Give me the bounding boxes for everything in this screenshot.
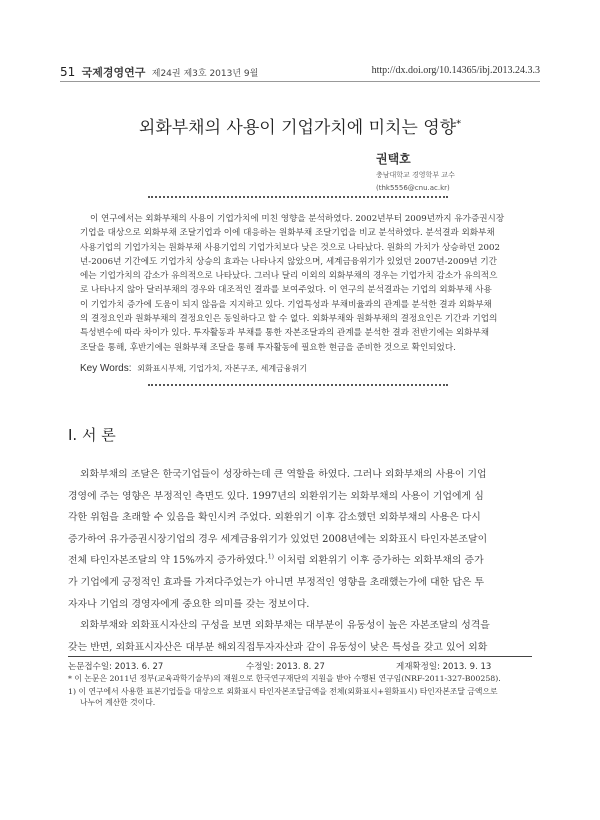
author-email[interactable]: (thk5556@cnu.ac.kr) [376,184,450,192]
dotted-divider-top [148,196,448,198]
body-line: 각한 위험을 초래할 수 있음을 확인시켜 주었다. 외환위기 이후 감소했던 외화부채의 사용은 다시 [68,512,481,524]
journal-name: 국제경영연구 [81,66,146,79]
abstract-line: 이 연구에서는 외화부채의 사용이 기업가치에 미친 영향을 분석하였다. 2002년부터 2009년까지 유가증권시장 [90,214,505,224]
section-heading [68,424,116,445]
body-line: 외화부채의 조달은 한국기업들이 성장하는데 큰 역할을 하였다. 그러나 외화부채의 사용이 기업 [80,469,487,480]
body-line: 가 기업에게 긍정적인 효과를 가져다주었는가 아니면 부정적인 영향을 초래했는가에 대한 답은 투 [68,576,485,588]
body-line: 갖는 반면, 외화표시자산은 대부분 해외직접투자자산과 같이 유동성이 낮은 특성을 갖고 있어 외화 [68,641,488,653]
author-name: 권택호 [376,152,411,166]
keywords-value: 외화표시부채, 기업가치, 자본구조, 세계금융위기 [137,364,308,373]
keywords-label: Key Words: [80,363,132,374]
section-number: Ⅰ. [68,426,78,444]
running-header [60,64,540,80]
received-date: 논문접수일: 2013. 6. 27 [68,662,164,672]
header-rule [60,81,540,82]
footnote-1-line: 1) 이 연구에서 사용한 표본기업들을 대상으로 외화표시 타인자본조달금액을 전체(외화표시+원화표시) 타인자본조달 금액으로 [68,687,498,696]
footnote-funding: * 이 논문은 2011년 정부(교육과학기술부)의 재원으로 한국연구재단의 지원을 받아 수행된 연구임(NRF-2011-327-B00258). [68,674,501,683]
title-footnote-mark: * [456,118,462,130]
body-line: 증가하여 유가증권시장기업의 경우 세계금융위기가 있었던 2008년에는 외화표시 타인자본조달이 [68,533,488,545]
abstract-line: 년-2006년 기간에도 기업가치 상승의 효과는 나타나지 않았으며, 세계금융위기가 있었던 2007년-2009년 기간 [80,256,497,267]
volume-info: 제24권 제3호 2013년 9월 [151,69,259,79]
abstract-line: 에는 기업가치의 감소가 유의적으로 나타났다. 그러나 달리 이외의 외화부채의 경우는 기업가치 감소가 유의적으 [80,271,498,282]
author-affiliation: 충남대학교 경영학부 교수 [376,171,455,179]
abstract-line: 기업을 대상으로 외화부채 조달기업과 이에 대응하는 원화부채 조달기업을 비교 분석하였다. 분석결과 외화부채 [80,228,495,239]
body-line: 경영에 주는 영향은 부정적인 측면도 있다. 1997년의 외환위기는 외화부채의 사용이 기업에게 심 [68,490,484,502]
body-text [68,464,531,658]
page-number: 51 [60,65,76,79]
body-line: 외화부채와 외화표시자산의 구성을 보면 외화부채는 대부분이 유동성이 높은 자본조달의 성격을 [80,620,490,632]
footnote-reference[interactable]: 1) [267,554,274,562]
revised-date: 수정일: 2013. 8. 27 [246,662,325,672]
body-line [68,550,531,572]
body-line-segment: 전체 타인자본조달의 약 15%까지 증가하였다. [68,555,268,567]
body-line: 자자나 기업의 경영자에게 중요한 의미를 갖는 정보이다. [68,598,310,610]
paper-title [60,113,540,138]
footnote-1-line: 나누어 계산한 것이다. [80,698,156,707]
abstract [80,212,535,355]
abstract-line: 의 결정요인과 원화부채의 결정요인은 동일하다고 할 수 없다. 외화부채와 원화부채의 결정요인은 기간과 기업의 [80,314,498,325]
submission-dates [68,660,538,672]
dotted-divider-bottom [148,384,448,386]
keywords [80,363,307,374]
doi-link[interactable]: http://dx.doi.org/10.14365/ibj.2013.24.3.3 [371,65,540,76]
footnote-rule [68,656,532,657]
abstract-line: 사용기업의 기업가치는 원화부채 사용기업의 기업가치보다 낮은 것으로 나타났다. 원화의 가치가 상승하던 2002 [80,242,500,253]
footnote-1 [68,686,538,708]
abstract-line: 로 나타나지 않아 달러부채의 경우와 대조적인 결과를 보여주었다. 이 연구의 분석결과는 기업의 외화부채 사용 [80,285,492,296]
author-block [376,150,455,193]
abstract-line: 조달을 통해, 후반기에는 원화부채 조달을 통해 투자활동에 필요한 현금을 준비한 것으로 확인되었다. [80,342,456,353]
accepted-date: 게재확정일: 2013. 9. 13 [396,662,492,672]
paper-title-text: 외화부채의 사용이 기업가치에 미치는 영향 [138,118,457,138]
abstract-line: 특성변수에 따라 차이가 있다. 투자활동과 부채를 통한 자본조달과의 관계를 분석한 결과 전반기에는 외화부채 [80,328,490,339]
body-line-segment: 이처럼 외환위기 이후 증가하는 외화부채의 증가 [273,555,484,567]
section-title: 서 론 [81,426,116,444]
abstract-line: 이 기업가치 증가에 도움이 되지 않음을 지지하고 있다. 기업특성과 부채비율과의 관계를 분석한 결과 외화부채 [80,299,492,310]
